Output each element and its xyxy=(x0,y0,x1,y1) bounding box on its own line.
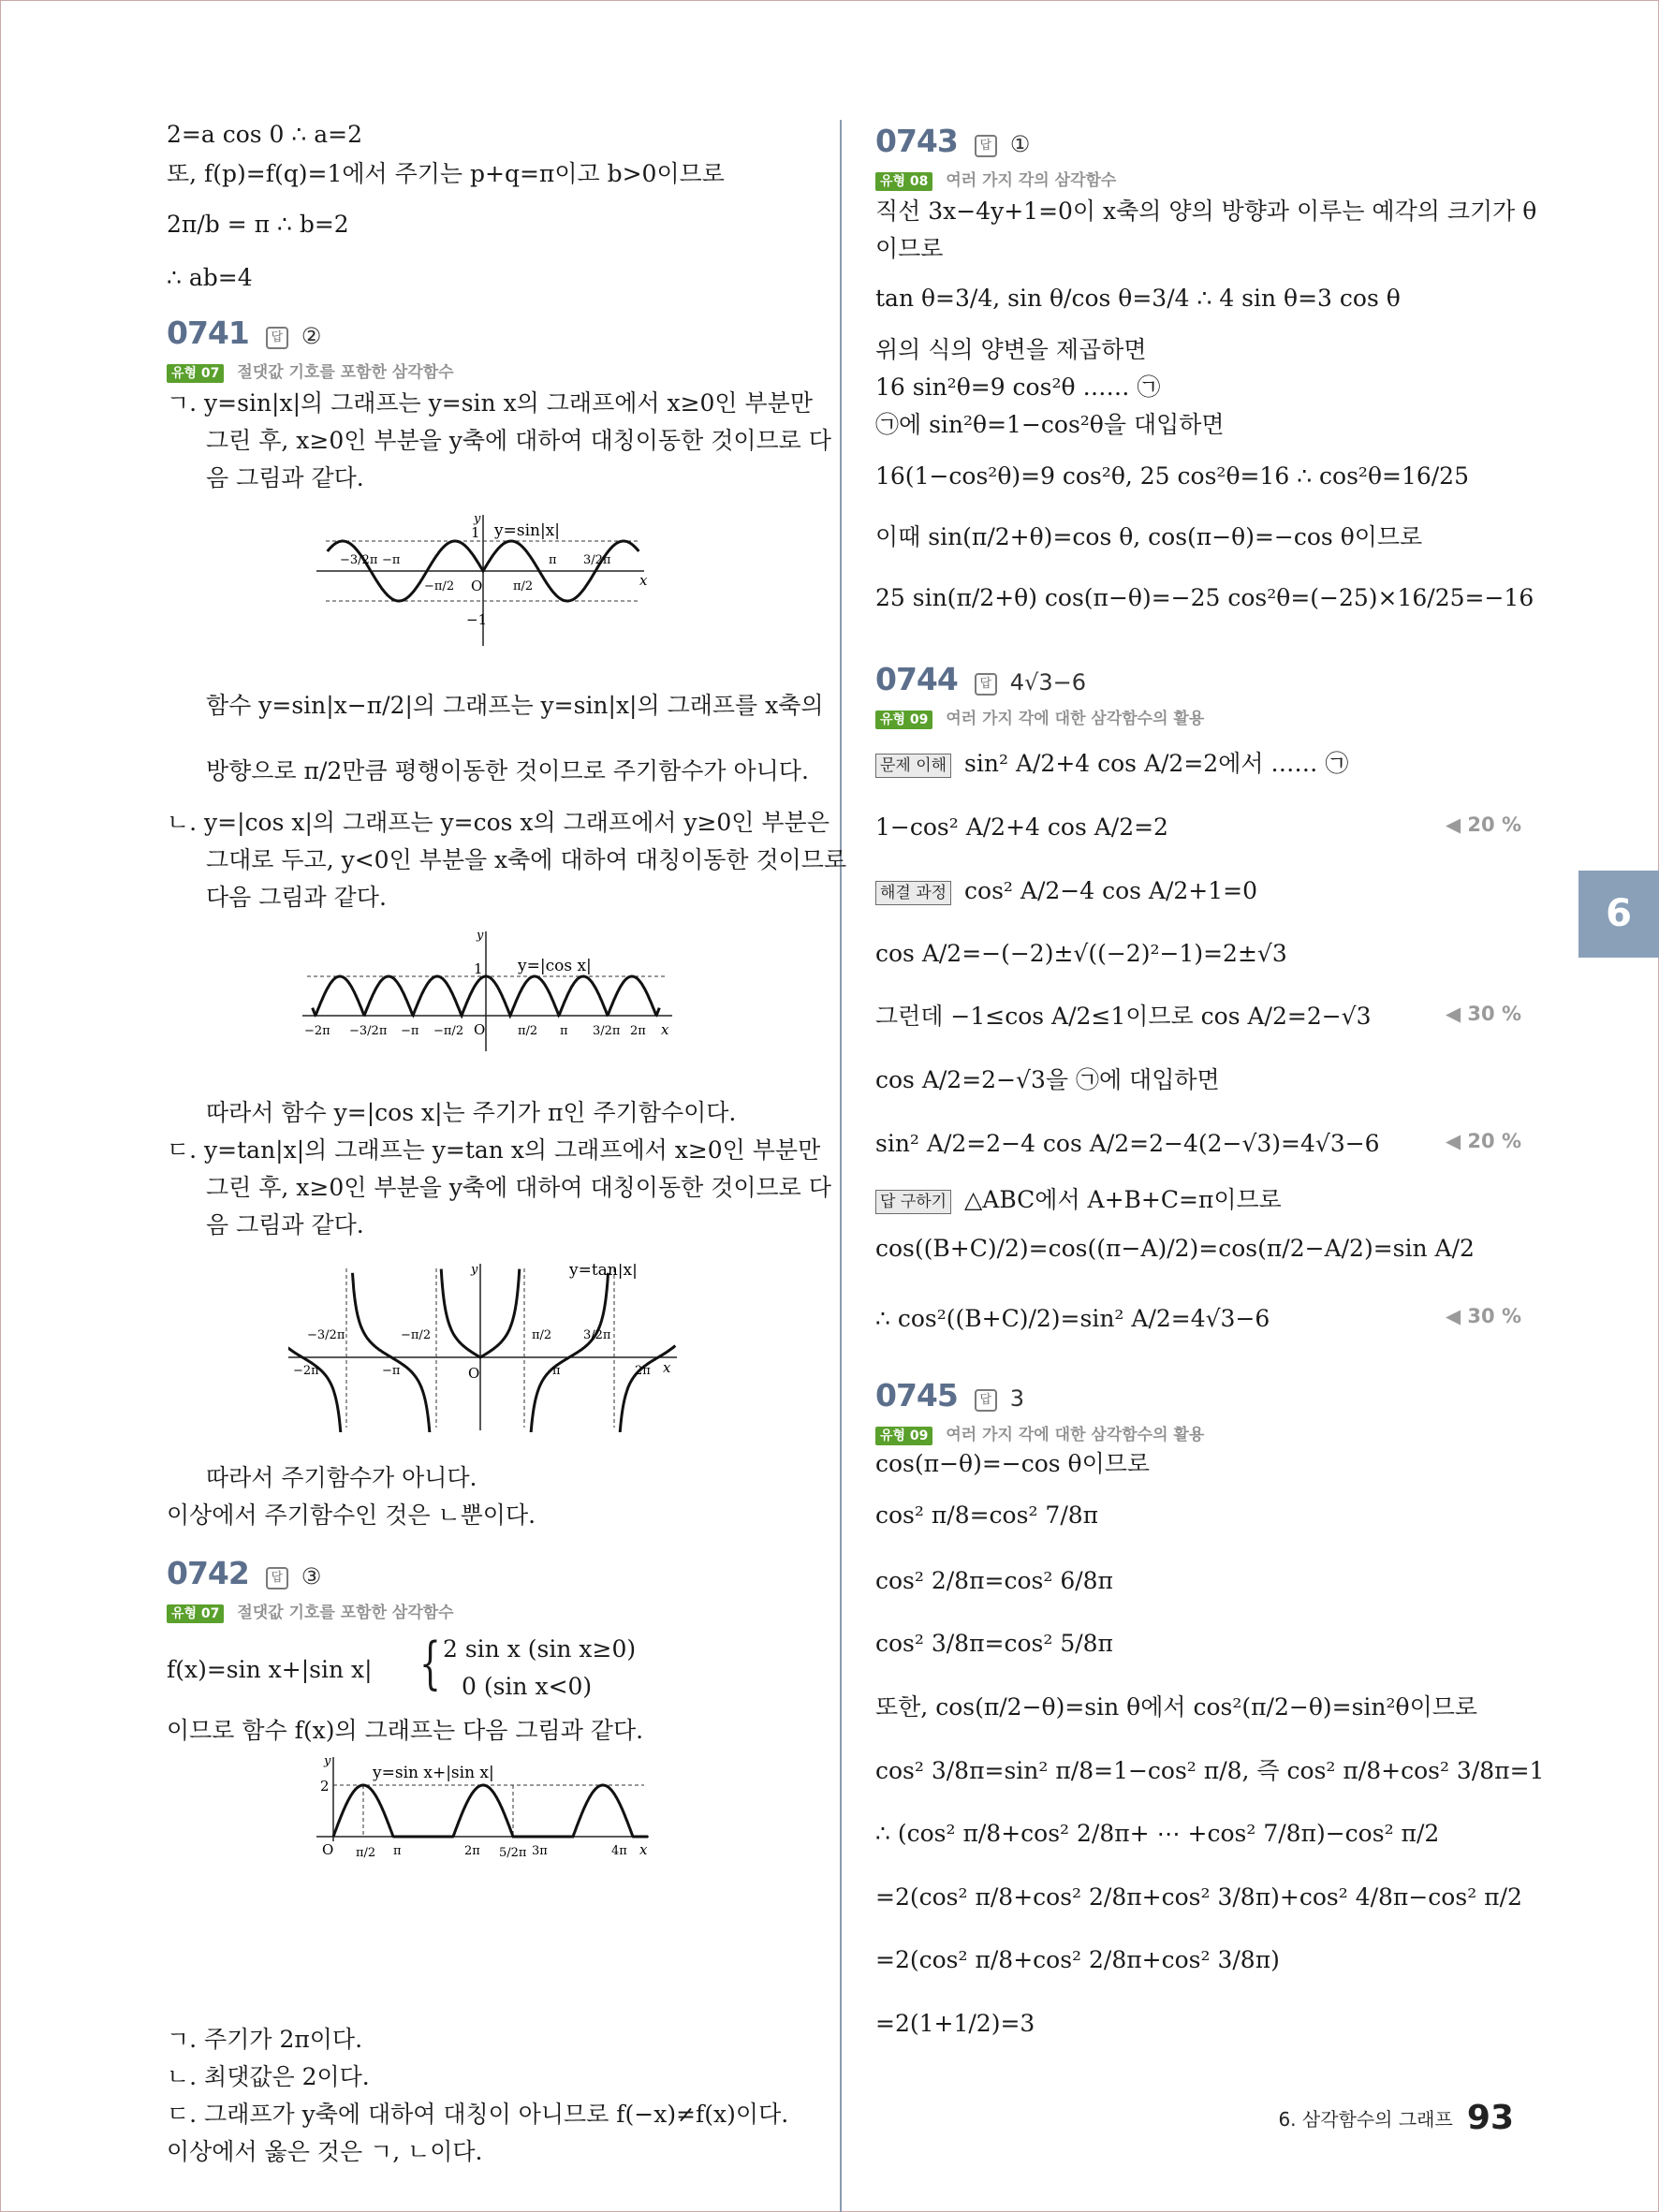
svg-text:2π: 2π xyxy=(464,1844,480,1858)
text-line: 음 그림과 같다. xyxy=(206,464,364,491)
type-title: 절댓값 기호를 포함한 삼각함수 xyxy=(237,363,454,383)
svg-text:−3/2π: −3/2π xyxy=(340,553,378,567)
text-line: ∴ (cos² π/8+cos² 2/8π+ ⋯ +cos² 7/8π)−cos² π/2 xyxy=(875,1820,1440,1847)
svg-text:3/2π: 3/2π xyxy=(583,553,611,567)
page-footer xyxy=(1278,2099,1514,2137)
text-line: sin² A/2+4 cos A/2=2에서 …… ㉠ xyxy=(964,750,1349,777)
type-badge: 유형 07 xyxy=(167,1604,224,1623)
problem-number: 0741 xyxy=(167,315,249,351)
graph-label: y=sin|x| xyxy=(494,521,561,540)
svg-text:−π: −π xyxy=(382,553,401,567)
text-line-with-pct xyxy=(875,1126,1521,1163)
text-line: △ABC에서 A+B+C=π이므로 xyxy=(964,1186,1282,1213)
svg-text:2: 2 xyxy=(320,1778,330,1795)
type-line xyxy=(167,354,454,390)
svg-text:3/2π: 3/2π xyxy=(593,1024,621,1038)
svg-text:π: π xyxy=(552,1364,561,1378)
text-line: ㄱ. 주기가 2π이다. xyxy=(167,2026,363,2053)
percent-badge: ◀ 20 % xyxy=(1446,810,1521,841)
page-number: 93 xyxy=(1466,2099,1514,2137)
problem-header-0743 xyxy=(875,117,1030,165)
svg-text:−π: −π xyxy=(401,1024,419,1038)
text-line: 따라서 함수 y=|cos x|는 주기가 π인 주기함수이다. xyxy=(206,1099,737,1126)
svg-text:y: y xyxy=(471,1264,478,1277)
text-line: cos² 2/8π=cos² 6/8π xyxy=(875,1567,1113,1594)
formula-case: 0 (sin x<0) xyxy=(462,1673,593,1700)
answer-icon: 답 xyxy=(975,135,997,157)
svg-text:π/2: π/2 xyxy=(518,1024,538,1038)
text-line: cos² 3/8π=sin² π/8=1−cos² π/8, 즉 cos² π/8+cos² 3/8π=1 xyxy=(875,1757,1545,1784)
svg-text:x: x xyxy=(639,1841,648,1858)
graph-label: y=sin x+|sin x| xyxy=(373,1764,494,1782)
step-badge: 답 구하기 xyxy=(875,1190,951,1214)
graph-label: y=tan|x| xyxy=(569,1264,638,1280)
answer-value: ① xyxy=(1009,131,1031,157)
problem-header-0744 xyxy=(875,655,1086,703)
type-title: 여러 가지 각에 대한 삼각함수의 활용 xyxy=(946,1426,1205,1445)
svg-text:−3/2π: −3/2π xyxy=(349,1024,388,1038)
text-line: 1−cos² A/2+4 cos A/2=2 xyxy=(875,813,1168,841)
svg-text:2π: 2π xyxy=(630,1024,646,1038)
text-line: 이므로 함수 f(x)의 그래프는 다음 그림과 같다. xyxy=(167,1717,644,1744)
type-line xyxy=(875,162,1116,198)
answer-icon: 답 xyxy=(975,1389,997,1412)
text-line: ㄴ. 최댓값은 2이다. xyxy=(167,2063,370,2090)
intro-line: 또, f(p)=f(q)=1에서 주기는 p+q=π이고 b>0이므로 xyxy=(167,160,725,187)
answer-value: 3 xyxy=(1009,1385,1025,1412)
text-line: cos((B+C)/2)=cos((π−A)/2)=cos(π/2−A/2)=sin A/2 xyxy=(875,1235,1475,1262)
chapter-tab: 6 xyxy=(1578,871,1659,958)
text-line: 이상에서 옳은 것은 ㄱ, ㄴ이다. xyxy=(167,2138,483,2165)
svg-text:3/2π: 3/2π xyxy=(583,1328,611,1342)
text-line: 16 sin²θ=9 cos²θ …… ㉠ xyxy=(875,374,1161,401)
step-line xyxy=(875,746,1348,783)
text-line: 따라서 주기함수가 아니다. xyxy=(206,1464,477,1491)
step-line xyxy=(875,873,1257,910)
answer-icon: 답 xyxy=(975,673,997,696)
problem-number: 0744 xyxy=(875,661,958,697)
svg-text:x: x xyxy=(661,1021,669,1038)
type-badge: 유형 08 xyxy=(875,172,932,191)
svg-text:4π: 4π xyxy=(611,1844,627,1858)
intro-line: 2π/b = π ∴ b=2 xyxy=(167,211,349,238)
answer-value: ③ xyxy=(301,1563,322,1589)
text-line: ㄷ. 그래프가 y축에 대하여 대칭이 아니므로 f(−x)≠f(x)이다. xyxy=(167,2101,789,2128)
text-line: cos² 3/8π=cos² 5/8π xyxy=(875,1630,1113,1657)
answer-icon: 답 xyxy=(266,1567,288,1589)
text-line: cos² π/8=cos² 7/8π xyxy=(875,1502,1099,1529)
text-line: 음 그림과 같다. xyxy=(206,1211,364,1238)
text-line: ㄱ. y=sin|x|의 그래프는 y=sin x의 그래프에서 x≥0인 부분만 xyxy=(167,389,813,417)
text-line: 함수 y=sin|x−π/2|의 그래프는 y=sin|x|의 그래프를 x축의 xyxy=(206,692,824,719)
svg-text:O: O xyxy=(468,1365,480,1382)
problem-number: 0742 xyxy=(167,1555,249,1591)
step-badge: 해결 과정 xyxy=(875,881,951,905)
text-line: sin² A/2=2−4 cos A/2=2−4(2−√3)=4√3−6 xyxy=(875,1130,1380,1157)
answer-icon: 답 xyxy=(266,327,288,349)
text-line: ∴ cos²((B+C)/2)=sin² A/2=4√3−6 xyxy=(875,1305,1270,1332)
text-line: cos A/2=−(−2)±√((−2)²−1)=2±√3 xyxy=(875,940,1287,967)
problem-header-0741 xyxy=(167,309,321,357)
graph-label: y=|cos x| xyxy=(518,957,592,975)
svg-text:π/2: π/2 xyxy=(532,1328,552,1342)
text-line: 이므로 xyxy=(875,235,944,262)
svg-text:y: y xyxy=(474,515,481,526)
problem-number: 0743 xyxy=(875,123,958,159)
type-badge: 유형 07 xyxy=(167,364,224,383)
text-line: cos² A/2−4 cos A/2+1=0 xyxy=(964,877,1257,904)
svg-text:−3/2π: −3/2π xyxy=(307,1328,345,1342)
svg-text:−π/2: −π/2 xyxy=(401,1328,432,1342)
svg-text:π: π xyxy=(549,553,557,567)
percent-badge: ◀ 20 % xyxy=(1446,1126,1521,1157)
text-line: 그대로 두고, y<0인 부분을 x축에 대하여 대칭이동한 것이므로 xyxy=(206,846,847,873)
svg-text:2π: 2π xyxy=(635,1364,651,1378)
svg-text:3π: 3π xyxy=(532,1844,548,1858)
svg-text:1: 1 xyxy=(471,524,480,541)
text-line: =2(cos² π/8+cos² 2/8π+cos² 3/8π) xyxy=(875,1946,1280,1973)
svg-text:y: y xyxy=(324,1757,331,1768)
svg-text:−2π: −2π xyxy=(304,1024,330,1038)
problem-number: 0745 xyxy=(875,1377,958,1414)
text-line: 다음 그림과 같다. xyxy=(206,884,387,911)
graph-sin-abs-x xyxy=(316,515,653,651)
graph-tan-abs-x xyxy=(288,1264,682,1432)
text-line: 또한, cos(π/2−θ)=sin θ에서 cos²(π/2−θ)=sin²θ이므로 xyxy=(875,1693,1478,1721)
text-line-with-pct xyxy=(875,999,1521,1035)
percent-badge: ◀ 30 % xyxy=(1446,1301,1521,1332)
svg-text:y: y xyxy=(477,931,484,943)
type-title: 여러 가지 각의 삼각함수 xyxy=(946,171,1117,191)
svg-text:5/2π: 5/2π xyxy=(499,1846,527,1860)
text-line: ㄴ. y=|cos x|의 그래프는 y=cos x의 그래프에서 y≥0인 부분은 xyxy=(167,809,830,836)
step-badge: 문제 이해 xyxy=(875,754,951,778)
intro-line: 2=a cos 0 ∴ a=2 xyxy=(167,121,362,148)
svg-text:O: O xyxy=(471,578,483,594)
text-line: cos(π−θ)=−cos θ이므로 xyxy=(875,1450,1151,1477)
svg-text:π/2: π/2 xyxy=(513,579,534,593)
step-line xyxy=(875,1182,1282,1219)
formula-line: f(x)=sin x+|sin x| xyxy=(167,1656,373,1683)
brace: { xyxy=(419,1631,441,1696)
problem-header-0745 xyxy=(875,1371,1024,1419)
text-line-with-pct xyxy=(875,1301,1521,1338)
svg-text:π: π xyxy=(560,1024,568,1038)
svg-text:O: O xyxy=(322,1841,334,1858)
text-line: 그린 후, x≥0인 부분을 y축에 대하여 대칭이동한 것이므로 다 xyxy=(206,427,831,454)
type-title: 절댓값 기호를 포함한 삼각함수 xyxy=(237,1604,454,1623)
svg-text:−π/2: −π/2 xyxy=(424,579,455,593)
text-line: 그런데 −1≤cos A/2≤1이므로 cos A/2=2−√3 xyxy=(875,1003,1372,1030)
svg-text:1: 1 xyxy=(474,960,483,977)
svg-text:x: x xyxy=(639,572,648,589)
text-line-with-pct xyxy=(875,810,1521,846)
answer-value: ② xyxy=(301,323,322,349)
text-line: 그린 후, x≥0인 부분을 y축에 대하여 대칭이동한 것이므로 다 xyxy=(206,1174,831,1201)
type-line xyxy=(167,1594,454,1631)
answer-value: 4√3−6 xyxy=(1009,669,1086,696)
problem-header-0742 xyxy=(167,1549,321,1597)
type-badge: 유형 09 xyxy=(875,710,932,729)
intro-line: ∴ ab=4 xyxy=(167,264,253,291)
svg-text:π/2: π/2 xyxy=(356,1846,376,1860)
type-line xyxy=(875,700,1204,737)
text-line: 이때 sin(π/2+θ)=cos θ, cos(π−θ)=−cos θ이므로 xyxy=(875,523,1423,550)
text-line: 25 sin(π/2+θ) cos(π−θ)=−25 cos²θ=(−25)×16/25=−16 xyxy=(875,584,1534,611)
formula-case: 2 sin x (sin x≥0) xyxy=(443,1635,637,1663)
text-line: =2(1+1/2)=3 xyxy=(875,2010,1035,2037)
graph-abs-cos-x xyxy=(302,931,677,1053)
svg-text:−π: −π xyxy=(382,1364,401,1378)
type-title: 여러 가지 각에 대한 삼각함수의 활용 xyxy=(946,710,1205,729)
percent-badge: ◀ 30 % xyxy=(1446,999,1521,1030)
column-divider xyxy=(840,120,842,2212)
graph-sin-plus-abs xyxy=(316,1757,653,1869)
svg-text:−1: −1 xyxy=(466,611,488,628)
svg-text:x: x xyxy=(663,1359,671,1376)
text-line: 이상에서 주기함수인 것은 ㄴ뿐이다. xyxy=(167,1502,536,1529)
svg-text:−2π: −2π xyxy=(293,1364,319,1378)
text-line: ㉠에 sin²θ=1−cos²θ을 대입하면 xyxy=(875,411,1225,438)
text-line: tan θ=3/4, sin θ/cos θ=3/4 ∴ 4 sin θ=3 cos θ xyxy=(875,285,1401,312)
text-line: 위의 식의 양변을 제곱하면 xyxy=(875,336,1147,363)
text-line: 직선 3x−4y+1=0이 x축의 양의 방향과 이루는 예각의 크기가 θ xyxy=(875,198,1537,225)
svg-text:π: π xyxy=(393,1844,402,1858)
text-line: cos A/2=2−√3을 ㉠에 대입하면 xyxy=(875,1066,1220,1093)
text-line: 방향으로 π/2만큼 평행이동한 것이므로 주기함수가 아니다. xyxy=(206,757,809,784)
svg-text:O: O xyxy=(474,1021,486,1038)
text-line: =2(cos² π/8+cos² 2/8π+cos² 3/8π)+cos² 4/8π−cos² π/2 xyxy=(875,1883,1522,1911)
svg-text:−π/2: −π/2 xyxy=(433,1024,464,1038)
type-badge: 유형 09 xyxy=(875,1427,932,1445)
footer-chapter: 6. 삼각함수의 그래프 xyxy=(1278,2108,1453,2131)
text-line: ㄷ. y=tan|x|의 그래프는 y=tan x의 그래프에서 x≥0인 부분만 xyxy=(167,1136,821,1164)
text-line: 16(1−cos²θ)=9 cos²θ, 25 cos²θ=16 ∴ cos²θ=16/25 xyxy=(875,462,1469,490)
